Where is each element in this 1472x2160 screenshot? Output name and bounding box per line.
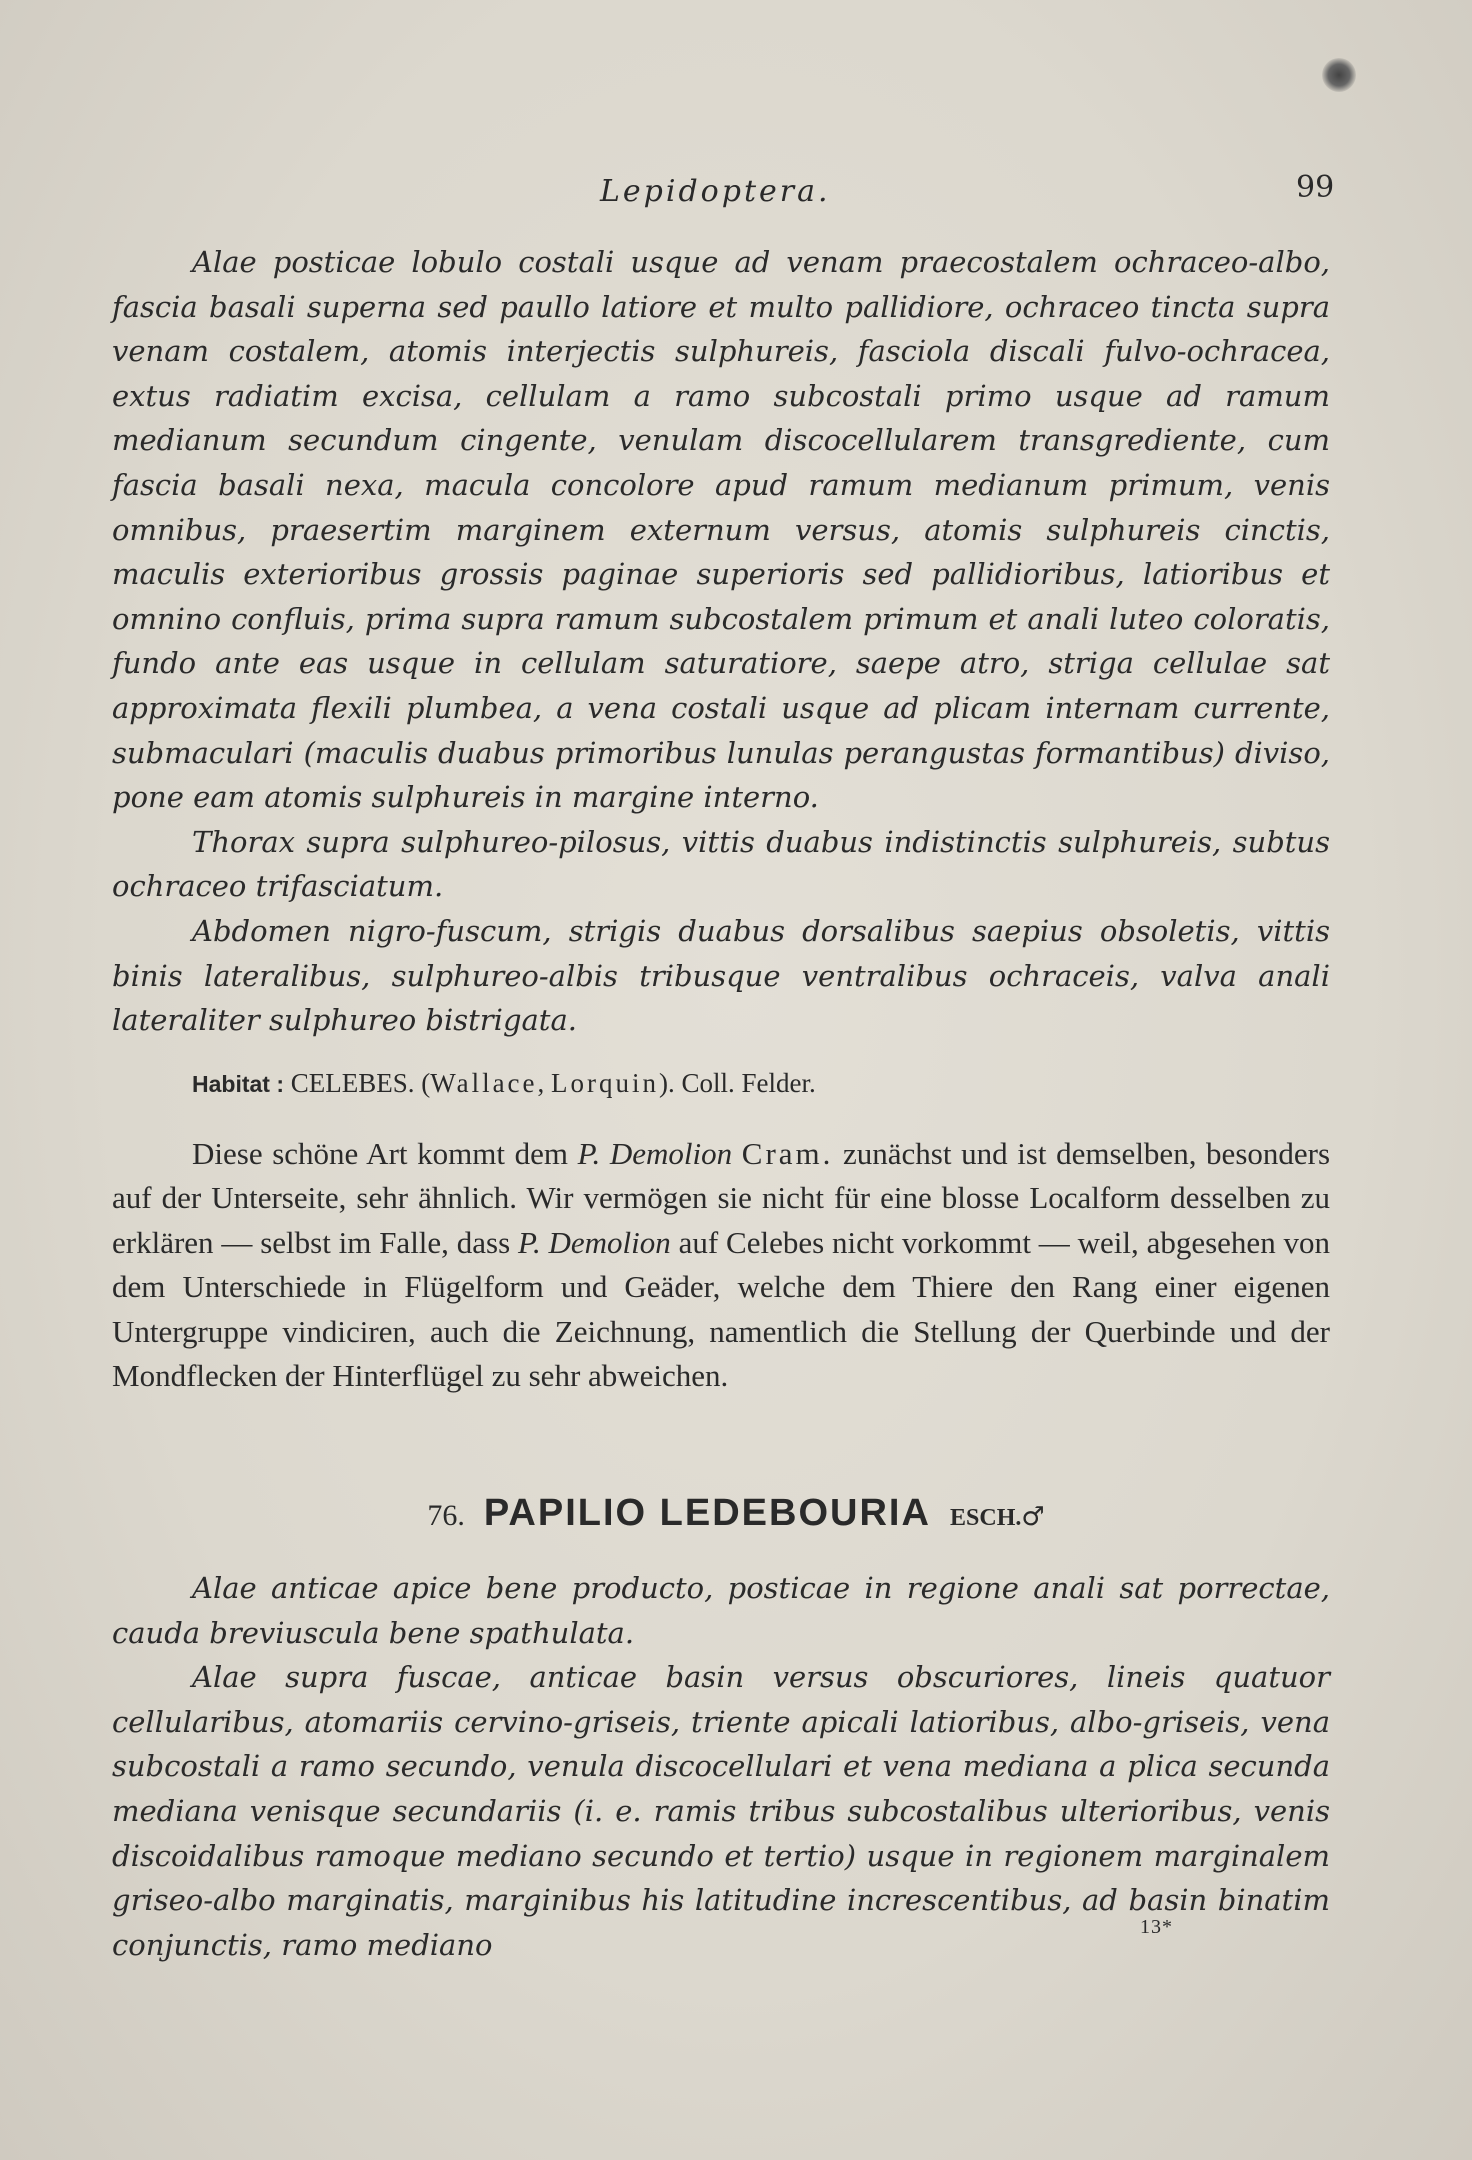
running-title: Lepidoptera. (600, 174, 831, 209)
species-ref-1: P. Demolion (577, 1135, 733, 1171)
collector-wallace: Wallace (430, 1067, 538, 1098)
collector-lorquin: Lorquin (551, 1067, 660, 1098)
species-76-description (112, 1566, 1330, 1967)
german-text-3: auf Celebes nicht vorkommt — weil, abgesehen von dem Unterschiede in Flügelform und Geäder, welche dem Thiere den Rang einer eigenen Untergruppe vindiciren, auch die Zeichnung, namentlich die Stellung der Querbinde und der Mondflecken der Hinterflügel zu sehr abweichen. (112, 1224, 1331, 1394)
habitat-line (192, 1063, 1330, 1104)
habitat-label: Habitat : (192, 1070, 284, 1097)
thorax-description: Thorax supra sulphureo-pilosus, vittis duabus indistinctis sulphureis, subtus ochraceo trifasciatum. (112, 824, 1330, 904)
species-name: PAPILIO LEDEBOURIA (483, 1492, 931, 1534)
species-ref-2: P. Demolion (518, 1224, 671, 1260)
male-symbol-icon: ♂ (1021, 1502, 1045, 1532)
habitat-locality: CELEBES. (290, 1067, 415, 1098)
species-76-heading (0, 1492, 1472, 1542)
german-commentary (112, 1132, 1330, 1399)
species-number: 76. (427, 1499, 465, 1532)
habitat-comma: , (537, 1067, 545, 1098)
habitat-paren-close: ). (659, 1067, 675, 1098)
upperside-description: Alae supra fuscae, anticae basin versus obscuriores, lineis quatuor cellularibus, atomariis cervino-griseis, triente apicali latioribus, albo-griseis, vena subcostali a ramo secundo, venula discocellulari et vena mediana a plica secunda mediana venisque secundariis (i. e. ramis tribus subcostalibus ulterioribus, venis discoidalibus ramoque mediano secundo et tertio) usque in regionem marginalem griseo-albo marginatis, marginibus his latitudine increscentibus, ad basin binatim conjunctis, ramo mediano (112, 1660, 1330, 1962)
species-author: ESCH. (950, 1505, 1022, 1531)
german-text-1: Diese schöne Art kommt dem (192, 1135, 568, 1171)
printer-signature: 13* (1140, 1916, 1173, 1938)
habitat-paren-open: ( (421, 1067, 431, 1098)
species-75-description (112, 240, 1330, 1399)
author-cram: Cram. (741, 1135, 834, 1171)
page-number: 99 (1296, 170, 1335, 205)
ink-blot (1322, 58, 1356, 92)
hindwing-description: Alae posticae lobulo costali usque ad venam praecostalem ochraceo-albo, fascia basali superna sed paullo latiore et multo pallidiore, ochraceo tincta supra venam costalem, atomis interjectis sulphureis, fasciola discali fulvo-ochracea, extus radiatim excisa, cellulam a ramo subcostali primo usque ad ramum medianum secundum cingente, venulam discocellularem transgrediente, cum fascia basali nexa, macula concolore apud ramum medianum primum, venis omnibus, praesertim marginem externum versus, atomis sulphureis cinctis, maculis exterioribus grossis paginae superioris sed pallidioribus, latioribus et omnino confluis, prima supra ramum subcostalem primum et anali luteo coloratis, fundo ante eas usque in cellulam saturatiore, saepe atro, striga cellulae sat approximata flexili plumbea, a vena costali usque ad plicam internam currente, submaculari (maculis duabus primoribus lunulas perangustas formantibus) diviso, pone eam atomis sulphureis in margine interno. (112, 245, 1330, 815)
habitat-collection: Coll. Felder. (681, 1067, 816, 1098)
german-text-2: zunächst und ist demselben, besonders auf der Unterseite, sehr ähnlich. Wir vermögen sie nicht für eine blosse Localform desselben zu erklären — selbst im Falle, dass (112, 1135, 1331, 1260)
wing-shape-description: Alae anticae apice bene producto, posticae in regione anali sat porrectae, cauda breviuscula bene spathulata. (112, 1571, 1330, 1650)
abdomen-description: Abdomen nigro-fuscum, strigis duabus dorsalibus saepius obsoletis, vittis binis lateralibus, sulphureo-albis tribusque ventralibus ochraceis, valva anali lateraliter sulphureo bistrigata. (112, 913, 1330, 1038)
running-head (0, 170, 1472, 220)
